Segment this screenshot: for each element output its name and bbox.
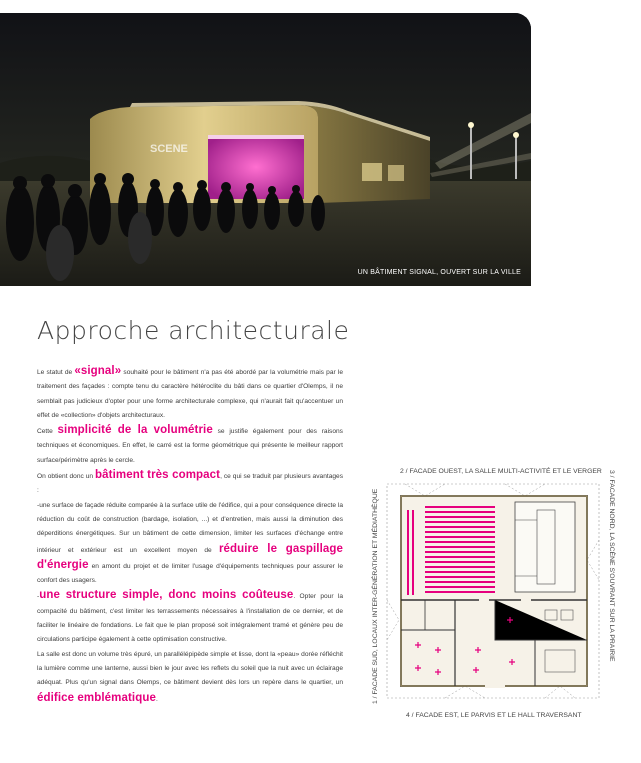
plan-caption-east: 4 / FACADE EST, LE PARVIS ET LE HALL TRAVERSANT [406,712,582,719]
highlight: édifice emblématique [37,691,156,704]
section-title: Approche architecturale [37,316,350,345]
plan-caption-north: 3 / FACADE NORD, LA SCÈNE S'OUVRANT SUR LA PRAIRIE [608,470,615,662]
floor-plan [385,480,603,702]
highlight: bâtiment très compact [95,469,221,482]
building-sign: SCENE [150,143,188,155]
highlight: simplicité de la volumétrie [57,424,213,437]
body-text [37,364,343,707]
highlight: une structure simple, donc moins coûteuse [39,589,294,602]
paragraph: -une surface de façade réduite comparée à la surface utile de l'édifice, qui a pour conséquence directe la réduction du coût de construction (bardage, isolation, ...) et d'entretien, mais aussi la diminution des déperditions énergétiques. Sur un bâtiment de cette dimension, limiter les surfaces d'échange entre intérieur et extérieur est un excellent moyen de réduire le gaspillage d'énergie en amont du projet et de limiter l'usage d'équipements techniques pour assurer le confort des usagers. [37,501,344,585]
hero-caption: UN BÂTIMENT SIGNAL, OUVERT SUR LA VILLE [357,269,521,276]
hero-night-scene [0,13,531,286]
plan-caption-west: 2 / FACADE OUEST, LA SALLE MULTI-ACTIVITÉ ET LE VERGER [400,468,602,475]
plan-caption-south: 1 / FACADE SUD, LOCAUX INTER-GÉNÉRATION ET MÉDIATHÈQUE [372,488,379,704]
paragraph: Cette simplicité de la volumétrie se justifie également pour des raisons techniques et économiques. En effet, le carré est la forme géométrique qui présente le meilleur rapport surface/périmètre après le cercle. [37,424,343,464]
hero-photo [0,13,531,286]
paragraph: La salle est donc un volume très épuré, un parallélépipède simple et lisse, dont la «peau» dorée réfléchit la lumière comme une lanterne, aussi bien le jour avec les reflets du soleil que la nuit avec un éclairage adéquat. Plus qu'un signal dans Olemps, ce bâtiment devient dès lors un repère dans le quartier, un édifice emblématique. [37,650,343,704]
paragraph: On obtient donc un bâtiment très compact, ce qui se traduit par plusieurs avantages : [37,469,343,495]
paragraph: Le statut de «signal» souhaité pour le bâtiment n'a pas été abordé par la volumétrie mais par le traitement des façades : compte tenu du caractère hétéroclite du bâti dans ce quartier d'Olemps, il ne semblait pas judicieux d'opter pour une forme architecturale complexe, qui n'aurait fait qu'accentuer un effet de «collection» d'objets architecturaux. [37,365,344,419]
paragraph: -une structure simple, donc moins coûteuse. Opter pour la compacité du bâtiment, c'est limiter les terrassements nécessaires à l'installation de ce dernier, et de faciliter le linéaire de fondations. Le fait que le plan proposé soit intégralement tramé et génère peu de circulations participe également à cette optimisation constructive. [37,589,343,644]
highlight: réduire le gaspillage d'énergie [37,542,344,571]
highlight: «signal» [74,365,122,377]
